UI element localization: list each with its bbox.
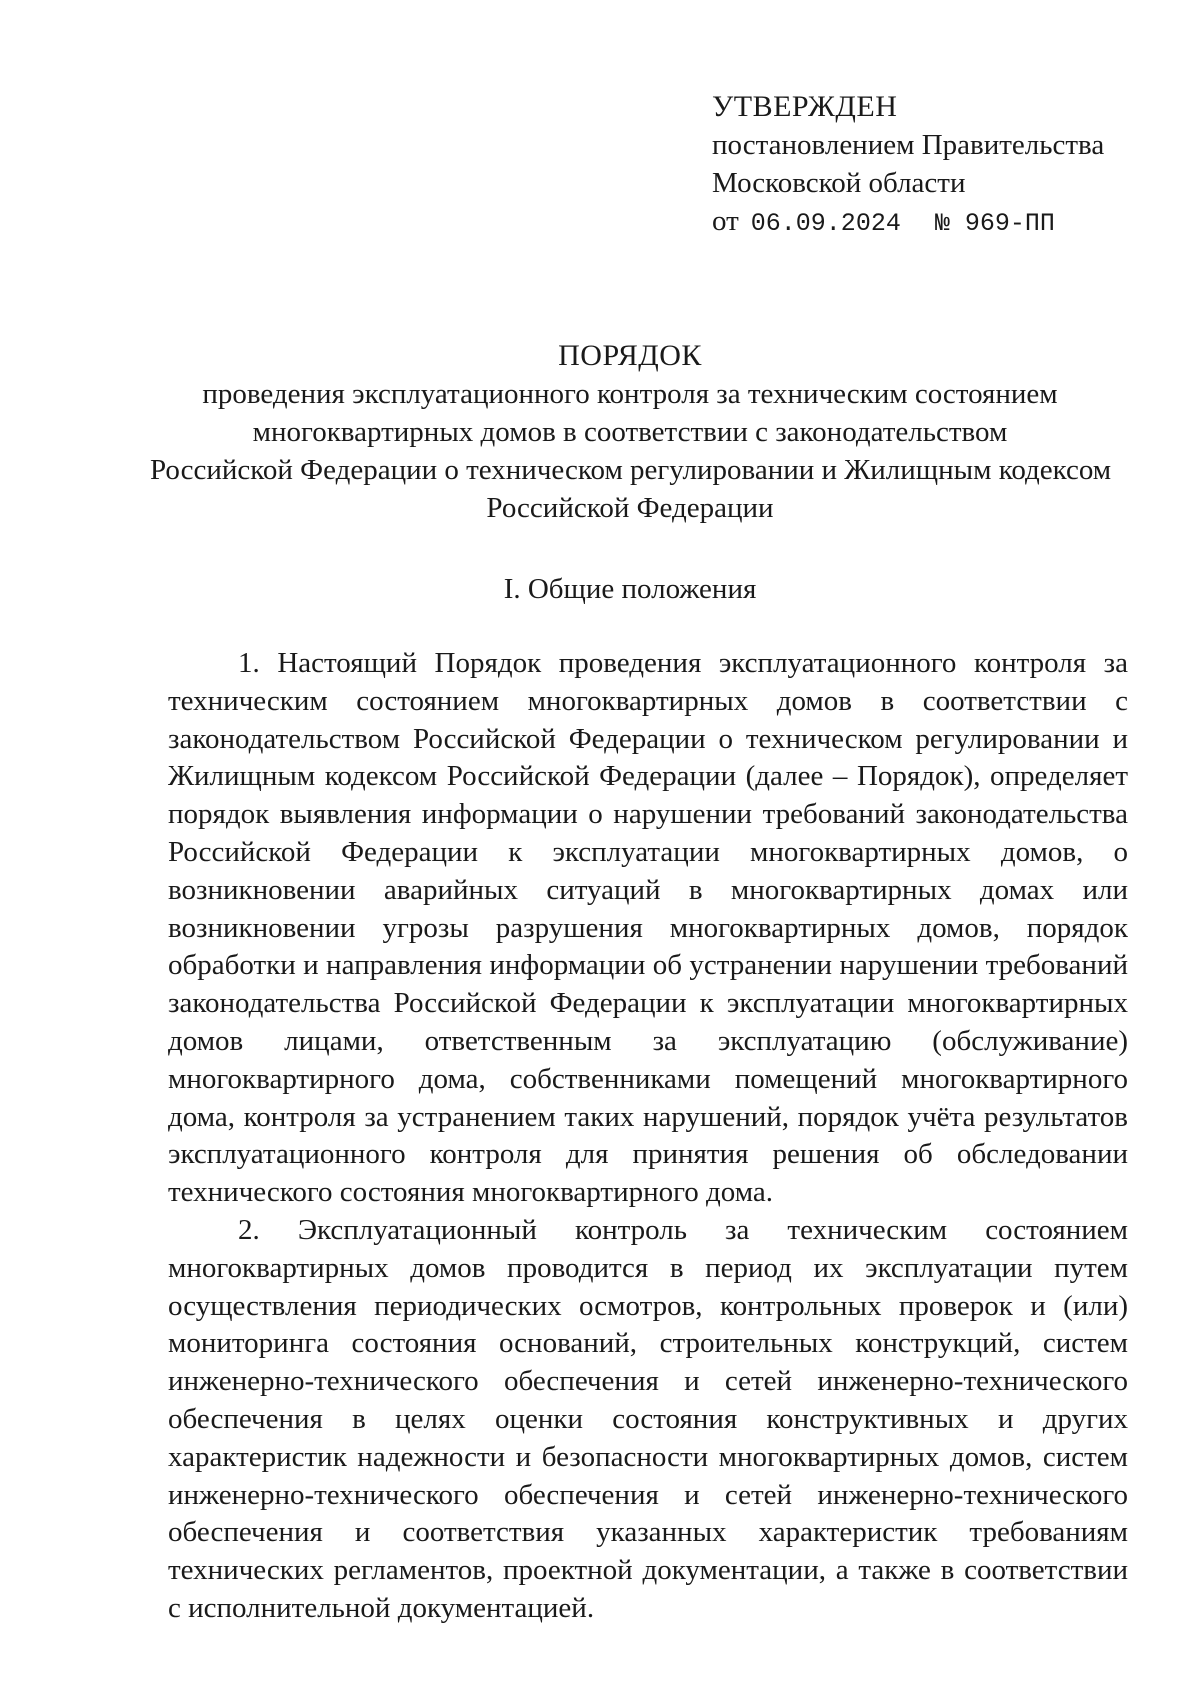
approval-title: УТВЕРЖДЕН (712, 90, 898, 123)
document-title: ПОРЯДОК (558, 339, 702, 372)
document-subtitle-line: Российской Федерации (486, 492, 774, 524)
approval-date-line (712, 202, 1104, 243)
approval-line-2: Московской области (712, 167, 966, 199)
document-subtitle-line: Российской Федерации о техническом регулировании и Жилищным кодексом (150, 454, 1112, 486)
approval-number: № 969-ПП (934, 209, 1055, 238)
paragraph-2: 2. Эксплуатационный контроль за техническим состоянием многоквартирных домов проводится в период их эксплуатации путем осуществления периодических осмотров, контрольных проверок и (или) мониторинга состояния оснований, строительных конструкций, систем инженерно-технического обеспечения и сетей инженерно-технического обеспечения в целях оценки состояния конструктивных и других характеристик надежности и безопасности многоквартирных домов, систем инженерно-технического обеспечения и сетей инженерно-технического обеспечения и соответствия указанных характеристик требованиям технических регламентов, проектной документации, а также в соответствии с исполнительной документацией. (168, 1213, 1128, 1624)
document-subtitle-line: проведения эксплуатационного контроля за техническим состоянием (202, 378, 1058, 410)
document-body (168, 645, 1128, 1628)
paragraph-1: 1. Настоящий Порядок проведения эксплуатационного контроля за техническим состоянием многоквартирных домов в соответствии с законодательством Российской Федерации о техническом регулировании и Жилищным кодексом Российской Федерации (далее – Порядок), определяет порядок выявления информации о нарушении требований законодательства Российской Федерации к эксплуатации многоквартирных домов, о возникновении аварийных ситуаций в многоквартирных домах или возникновении угрозы разрушения многоквартирных домов, порядок обработки и направления информации об устранении нарушении требований законодательства Российской Федерации к эксплуатации многоквартирных домов лицами, ответственным за эксплуатацию (обслуживание) многоквартирного дома, собственниками помещений многоквартирного дома, контроля за устранением таких нарушений, порядок учёта результатов эксплуатационного контроля для принятия решения об обследовании технического состояния многоквартирного дома. (168, 647, 1128, 1209)
approval-line-1: постановлением Правительства (712, 129, 1105, 161)
document-subtitle-line: многоквартирных домов в соответствии с законодательством (252, 416, 1008, 448)
approval-date: 06.09.2024 (750, 209, 901, 238)
approval-stamp (712, 88, 1104, 243)
document-header (150, 337, 1110, 527)
approval-date-prefix: от (712, 205, 739, 237)
section-heading: I. Общие положения (503, 573, 757, 605)
